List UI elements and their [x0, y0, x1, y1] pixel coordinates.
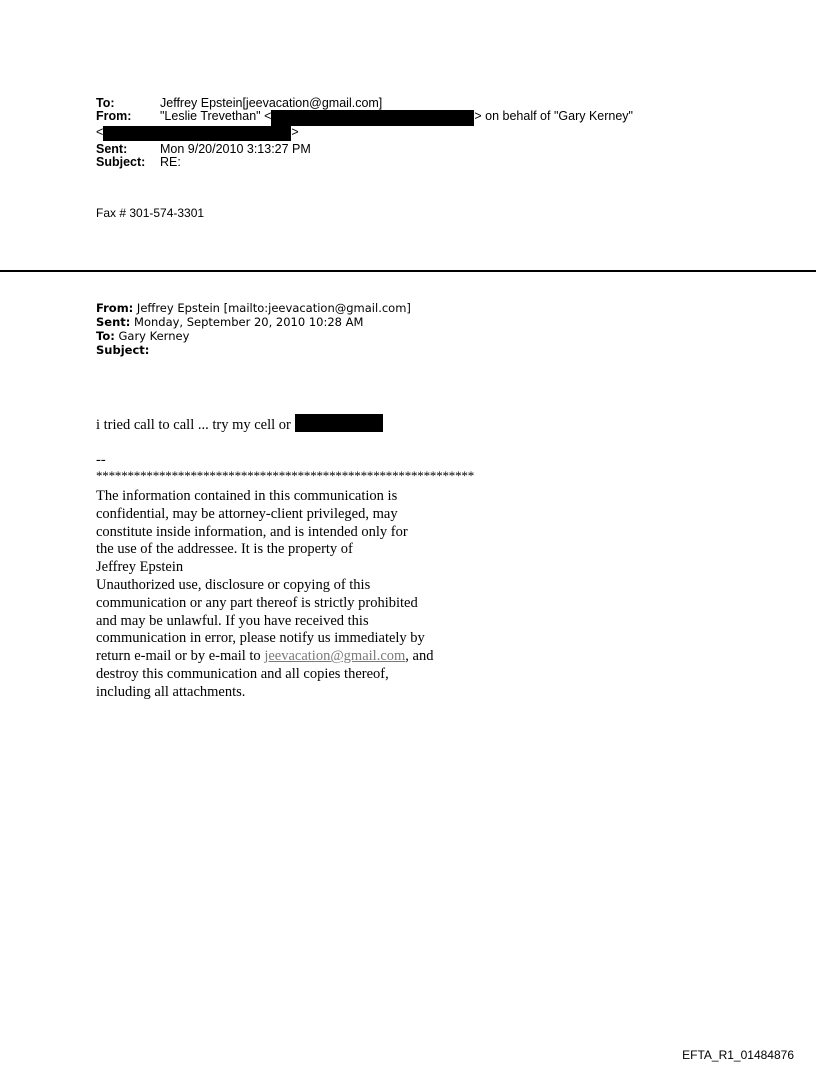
- disclaimer-line: including all attachments.: [96, 683, 246, 700]
- sent-label: Sent:: [96, 142, 128, 156]
- quoted-sent-label: Sent:: [96, 315, 131, 329]
- disclaimer-line: the use of the addressee. It is the property of: [96, 541, 353, 558]
- from-line2-close: >: [291, 125, 299, 139]
- to-label: To:: [96, 96, 115, 110]
- fax-number: Fax # 301-574-3301: [96, 206, 205, 220]
- disclaimer-line: communication in error, please notify us immediately by: [96, 630, 425, 647]
- quoted-sent-value: Monday, September 20, 2010 10:28 AM: [130, 315, 364, 329]
- quoted-from-row: [96, 301, 411, 315]
- from-value-end: > on behalf of "Gary Kerney": [474, 109, 633, 123]
- quoted-from-label: From:: [96, 301, 134, 315]
- from-line2-open: <: [96, 125, 104, 139]
- quoted-to-label: To:: [96, 329, 115, 343]
- email-link[interactable]: jeevacation@gmail.com: [264, 648, 406, 665]
- disclaimer-line: Jeffrey Epstein: [96, 559, 184, 576]
- disclaimer-return-line: [96, 648, 433, 666]
- return-prefix: return e-mail or by e-mail to: [96, 648, 265, 665]
- quoted-to-row: [96, 329, 189, 343]
- redaction-box: [295, 414, 383, 432]
- disclaimer-line: destroy this communication and all copies thereof,: [96, 665, 389, 682]
- signature-stars: ************************************************************: [96, 468, 475, 483]
- redaction-box: [271, 110, 474, 126]
- disclaimer-line: Unauthorized use, disclosure or copying of this: [96, 576, 371, 593]
- document-id: EFTA_R1_01484876: [682, 1048, 794, 1062]
- disclaimer-line: communication or any part thereof is strictly prohibited: [96, 594, 418, 611]
- divider-line: [0, 270, 816, 272]
- return-suffix: , and: [405, 648, 434, 665]
- from-label: From:: [96, 109, 132, 123]
- header-from-row: [96, 110, 633, 126]
- disclaimer-line: and may be unlawful. If you have received this: [96, 612, 369, 629]
- quoted-subject-label: Subject:: [96, 343, 150, 357]
- quoted-sent-row: [96, 315, 363, 329]
- sent-value: Mon 9/20/2010 3:13:27 PM: [160, 142, 311, 156]
- from-value-start: "Leslie Trevethan" <: [160, 109, 272, 123]
- message-body: i tried call to call ... try my cell or: [96, 417, 295, 433]
- message-text: [96, 414, 383, 435]
- header-subject-row: [96, 156, 181, 169]
- redaction-box: [103, 126, 291, 141]
- subject-label: Subject:: [96, 155, 146, 169]
- quoted-from-value: Jeffrey Epstein [mailto:jeevacation@gmail.com]: [133, 301, 411, 315]
- disclaimer-line: The information contained in this communication is: [96, 488, 398, 504]
- disclaimer-block: [96, 488, 433, 702]
- subject-value: RE:: [160, 155, 181, 169]
- to-value: Jeffrey Epstein[jeevacation@gmail.com]: [160, 96, 383, 110]
- signature-dashes: --: [96, 452, 106, 468]
- header-from-row-2: [96, 126, 299, 141]
- quoted-subject-row: [96, 343, 149, 357]
- disclaimer-line: confidential, may be attorney-client privileged, may: [96, 505, 398, 522]
- quoted-to-value: Gary Kerney: [114, 329, 190, 343]
- disclaimer-line: constitute inside information, and is intended only for: [96, 523, 408, 540]
